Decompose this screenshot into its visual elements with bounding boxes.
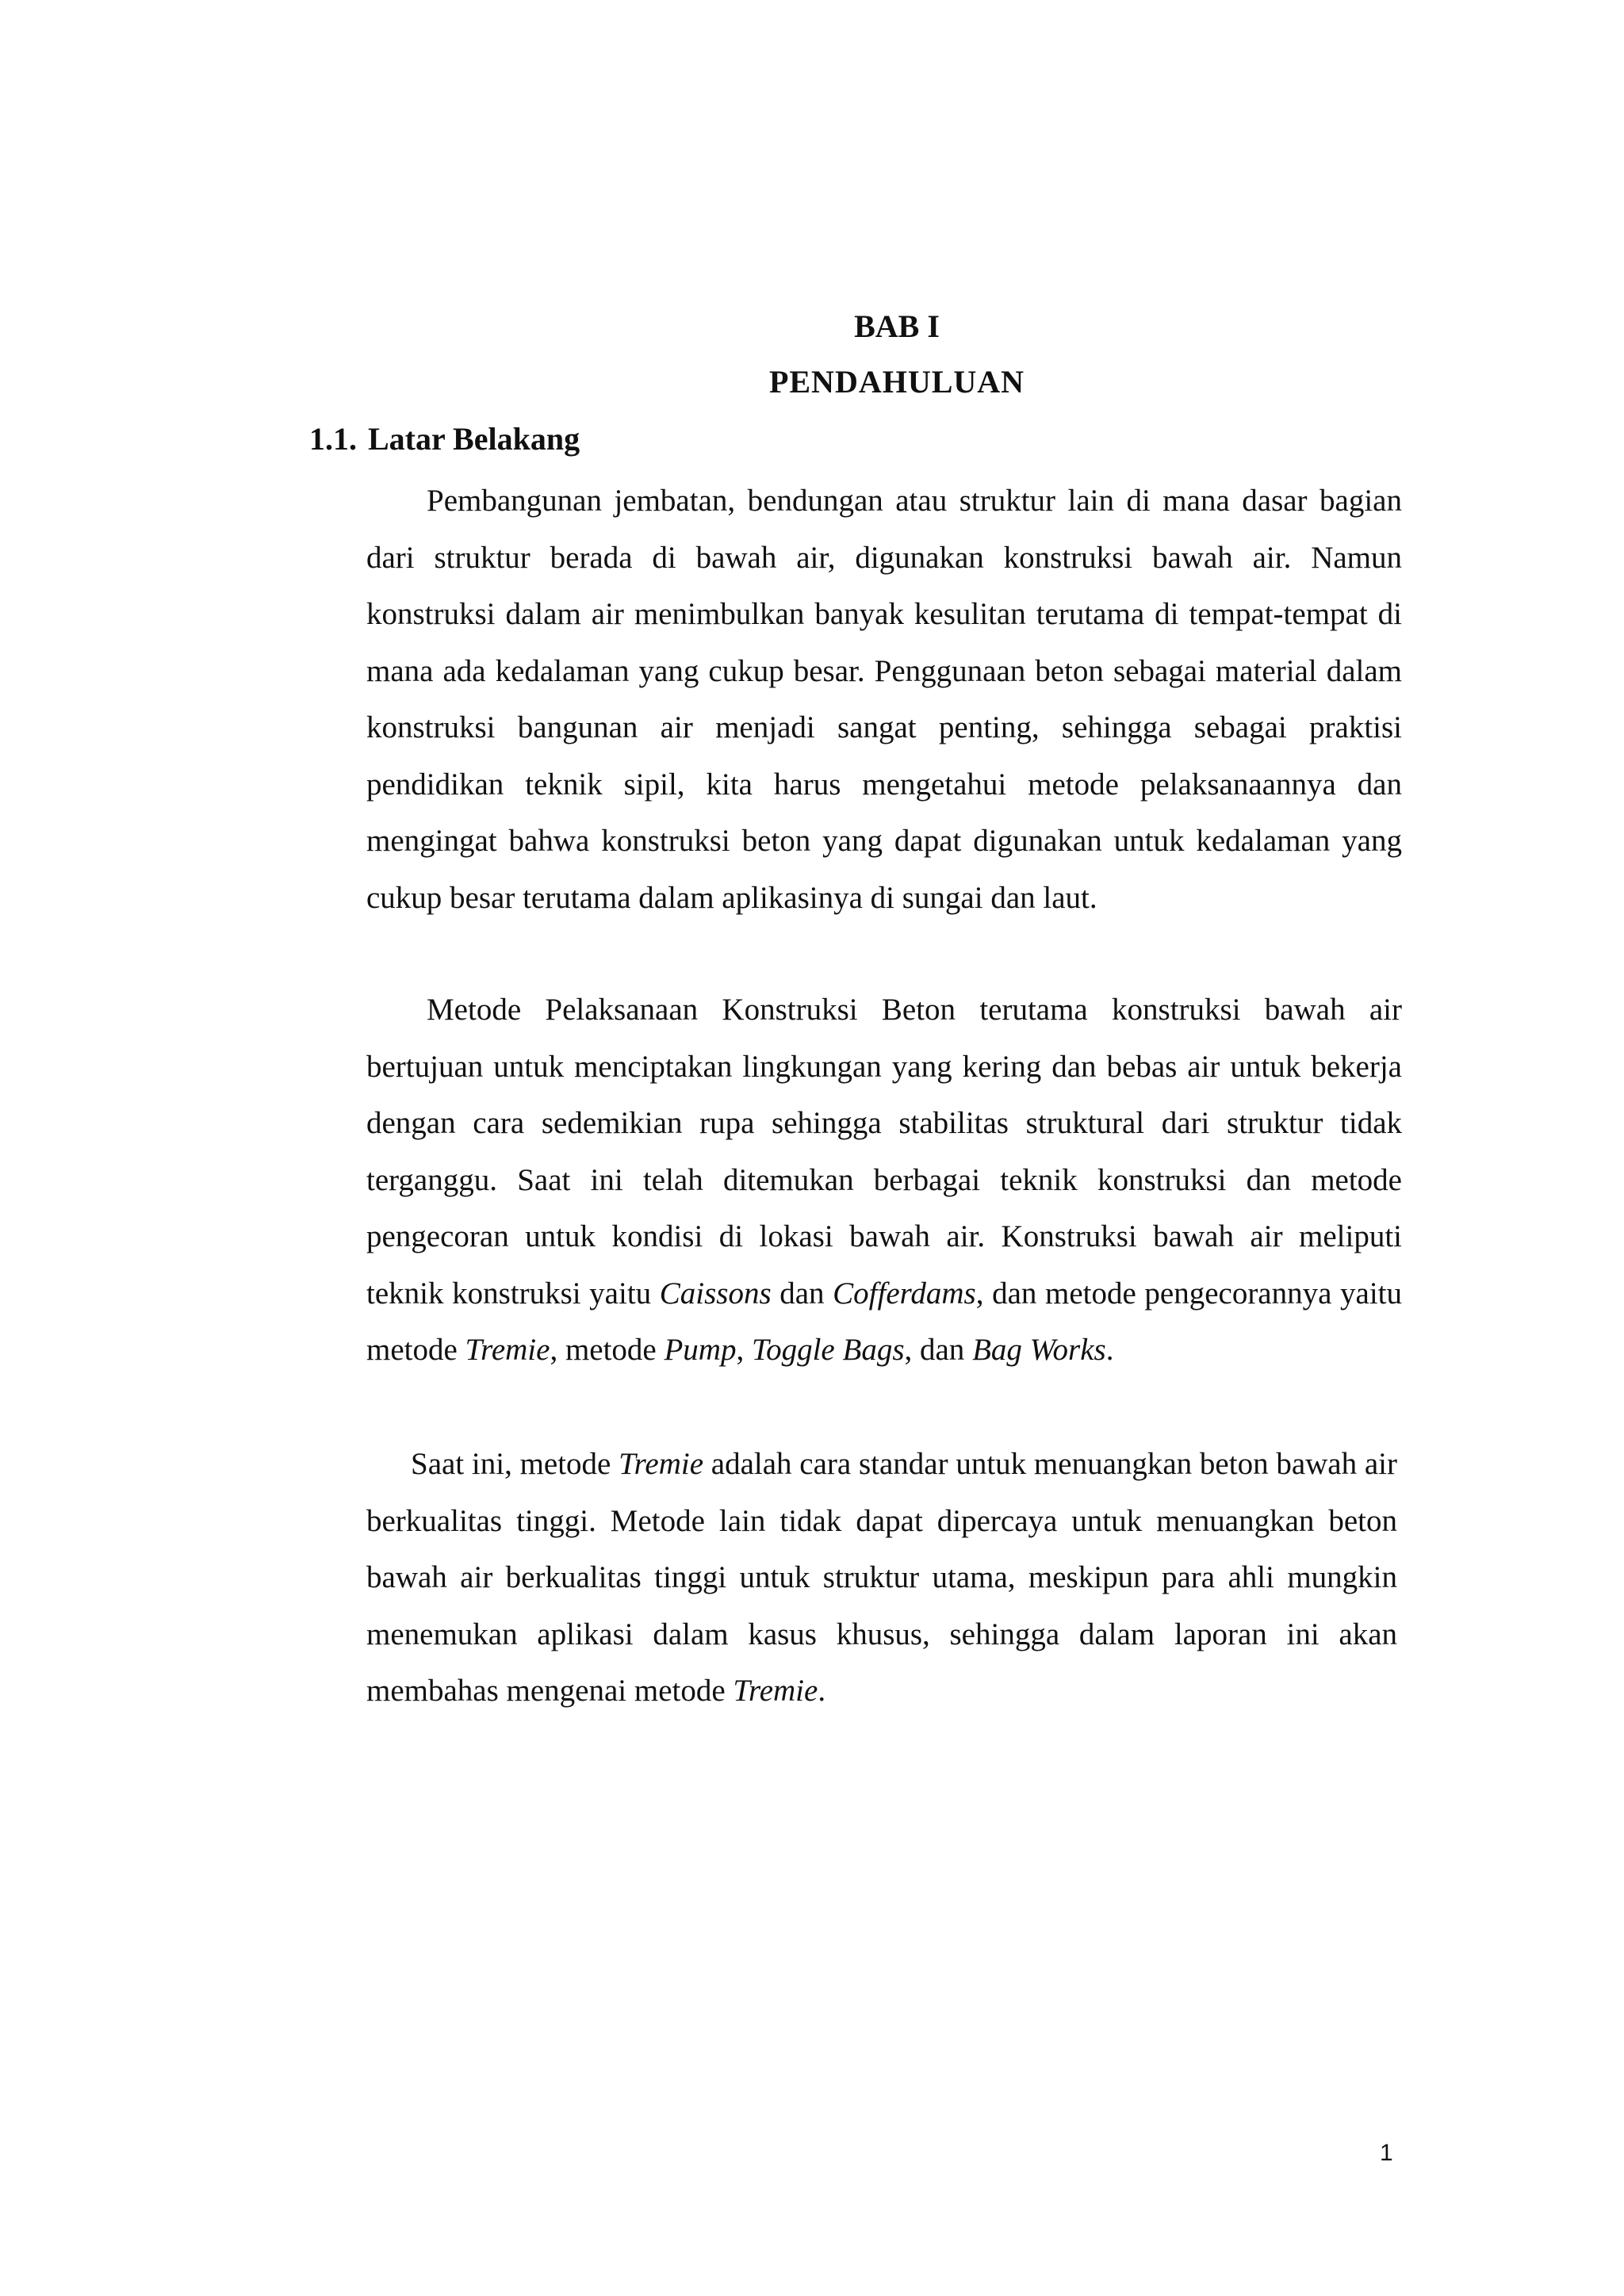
paragraph-3 — [366, 1436, 1397, 1720]
italic-term: Tremie — [619, 1447, 704, 1481]
text-run: adalah cara standar untuk menuangkan beton bawah air berkualitas tinggi. Metode lain tidak dapat dipercaya untuk menuangkan beton bawah air berkualitas tinggi untuk struktur utama, meskipun para ahli mungkin menemukan aplikasi dalam kasus khusus, sehingga dalam laporan ini akan membahas mengenai metode — [366, 1447, 1398, 1708]
text-run: . — [818, 1674, 826, 1708]
text-run: Metode Pelaksanaan Konstruksi Beton terutama konstruksi bawah air bertujuan untuk menciptakan lingkungan yang kering dan bebas air untuk bekerja dengan cara sedemikian rupa sehingga stabilitas struktural dari struktur tidak terganggu. Saat ini telah ditemukan berbagai teknik konstruksi dan metode pengecoran untuk kondisi di lokasi bawah air. Konstruksi bawah air meliputi teknik konstruksi yaitu — [366, 993, 1402, 1311]
chapter-title: PENDAHULUAN — [768, 364, 1025, 400]
italic-term: Bag Works — [972, 1333, 1106, 1367]
italic-term: Cofferdams — [833, 1276, 976, 1311]
text-run: , dan metode pengecorannya yaitu metode — [366, 1276, 1403, 1367]
page-number: 1 — [1380, 2140, 1393, 2166]
paragraph-2 — [366, 982, 1402, 1379]
text-run: Saat ini, metode — [411, 1447, 619, 1481]
paragraph-text — [366, 982, 1402, 1379]
paragraph-text — [366, 1436, 1397, 1720]
italic-term: Tremie — [733, 1674, 818, 1708]
section-heading — [309, 420, 580, 458]
paragraph-text: Pembangunan jembatan, bendungan atau struktur lain di mana dasar bagian dari struktur berada di bawah air, digunakan konstruksi bawah air. Namun konstruksi dalam air menimbulkan banyak kesulitan terutama di tempat-tempat di mana ada kedalaman yang cukup besar. Penggunaan beton sebagai material dalam konstruksi bangunan air menjadi sangat penting, sehingga sebagai praktisi pendidikan teknik sipil, kita harus mengetahui metode pelaksanaannya dan mengingat bahwa konstruksi beton yang dapat digunakan untuk kedalaman yang cukup besar terutama dalam aplikasinya di sungai dan laut. — [366, 484, 1402, 915]
section-title: Latar Belakang — [368, 421, 580, 457]
text-run: . — [1105, 1333, 1114, 1367]
text-run: , metode — [550, 1333, 665, 1367]
text-run: , — [736, 1333, 752, 1367]
text-run: dan — [771, 1276, 833, 1311]
italic-term: Caissons — [659, 1276, 772, 1311]
paragraph-1 — [366, 473, 1402, 926]
italic-term: Tremie — [465, 1333, 550, 1367]
text-run: , dan — [904, 1333, 973, 1367]
section-number: 1.1. — [309, 421, 357, 457]
chapter-label: BAB I — [854, 308, 940, 344]
italic-term: Pump — [664, 1333, 737, 1367]
italic-term: Toggle Bags — [751, 1333, 905, 1367]
